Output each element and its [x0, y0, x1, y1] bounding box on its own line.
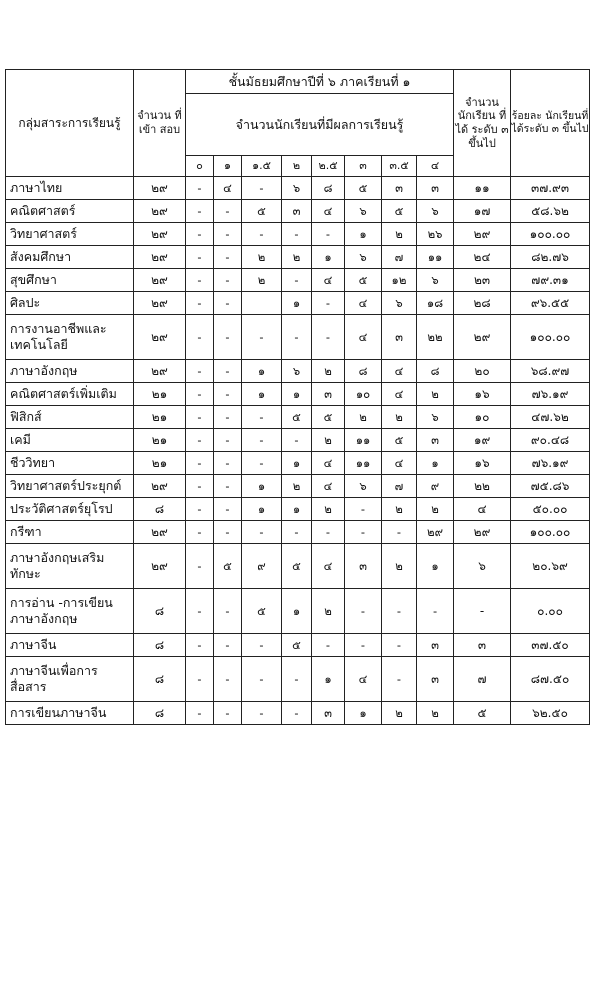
- exam-count-cell: ๒๙: [134, 223, 186, 246]
- grade-level-header: ๓: [345, 156, 382, 177]
- grade-count-cell: ๒: [242, 269, 282, 292]
- grade-count-cell: -: [214, 521, 242, 544]
- grade-count-cell: ๖: [282, 360, 312, 383]
- grade-count-cell: ๖: [417, 406, 454, 429]
- grade-count-cell: -: [382, 634, 417, 657]
- grade-count-cell: -: [186, 246, 214, 269]
- exam-count-cell: ๒๙: [134, 246, 186, 269]
- subject-cell: ภาษาอังกฤษ: [6, 360, 134, 383]
- grade-count-cell: ๑๘: [417, 292, 454, 315]
- grade3-percent-cell: ๗๖.๑๙: [511, 452, 590, 475]
- grade-count-cell: ๒: [312, 498, 345, 521]
- grade-count-cell: ๔: [312, 200, 345, 223]
- grade-count-cell: ๔: [345, 315, 382, 360]
- grade-count-cell: ๔: [214, 177, 242, 200]
- grade3-percent-header: ร้อยละ นักเรียนที่ ได้ระดับ ๓ ขึ้นไป: [511, 70, 590, 177]
- subject-cell: คณิตศาสตร์เพิ่มเติม: [6, 383, 134, 406]
- grade-count-cell: ๑: [312, 246, 345, 269]
- subject-cell: ภาษาจีนเพื่อการ สื่อสาร: [6, 657, 134, 702]
- grade-count-cell: ๒: [382, 223, 417, 246]
- subject-cell: ภาษาอังกฤษเสริม ทักษะ: [6, 544, 134, 589]
- grade-count-cell: ๙: [242, 544, 282, 589]
- subject-cell: วิทยาศาสตร์ประยุกต์: [6, 475, 134, 498]
- subject-cell: คณิตศาสตร์: [6, 200, 134, 223]
- grade3-count-cell: ๑๖: [454, 383, 511, 406]
- table-row: [6, 429, 590, 452]
- exam-count-cell: ๒๙: [134, 200, 186, 223]
- grade-count-cell: -: [186, 223, 214, 246]
- grade3-count-cell: ๑๗: [454, 200, 511, 223]
- grade-count-cell: -: [214, 589, 242, 634]
- subject-cell: ศิลปะ: [6, 292, 134, 315]
- grade-count-cell: ๑: [312, 657, 345, 702]
- subject-cell: ชีววิทยา: [6, 452, 134, 475]
- grade3-count-cell: ๒๐: [454, 360, 511, 383]
- grade-count-cell: ๘: [312, 177, 345, 200]
- grade-count-cell: -: [214, 702, 242, 725]
- grade-count-cell: ๖: [282, 177, 312, 200]
- grade-count-cell: ๖: [345, 246, 382, 269]
- grade-count-cell: -: [242, 429, 282, 452]
- grade-count-cell: ๒: [312, 589, 345, 634]
- subject-cell: วิทยาศาสตร์: [6, 223, 134, 246]
- subject-cell: กรีฑา: [6, 521, 134, 544]
- grade-count-cell: -: [282, 702, 312, 725]
- grade-count-cell: ๖: [345, 200, 382, 223]
- grade-count-cell: -: [382, 657, 417, 702]
- grade-count-cell: ๒: [345, 406, 382, 429]
- table-row: [6, 657, 590, 702]
- table-row: [6, 498, 590, 521]
- table-body: [6, 177, 590, 725]
- table-row: [6, 544, 590, 589]
- table-row: [6, 634, 590, 657]
- grade-count-cell: -: [186, 177, 214, 200]
- grade3-count-cell: ๑๐: [454, 406, 511, 429]
- grade-count-cell: ๒: [417, 383, 454, 406]
- grade-count-cell: -: [242, 702, 282, 725]
- grade-count-cell: -: [382, 589, 417, 634]
- subject-header: กลุ่มสาระการเรียนรู้: [6, 70, 134, 177]
- grade3-count-cell: ๒๙: [454, 315, 511, 360]
- grade-count-cell: ๒๖: [417, 223, 454, 246]
- table-row: [6, 292, 590, 315]
- table-header: [6, 70, 590, 177]
- grade3-percent-cell: ๐.๐๐: [511, 589, 590, 634]
- grade-count-cell: ๑: [345, 223, 382, 246]
- grade-count-cell: ๗: [382, 475, 417, 498]
- grade-count-cell: -: [186, 429, 214, 452]
- table-row: [6, 383, 590, 406]
- table-row: [6, 315, 590, 360]
- grade3-count-cell: ๑๑: [454, 177, 511, 200]
- grade3-percent-cell: ๒๐.๖๙: [511, 544, 590, 589]
- grade3-percent-cell: ๗๕.๘๖: [511, 475, 590, 498]
- grade-count-cell: ๑: [417, 452, 454, 475]
- grade3-percent-cell: ๑๐๐.๐๐: [511, 315, 590, 360]
- exam-count-cell: ๘: [134, 657, 186, 702]
- grade-count-cell: ๑: [242, 498, 282, 521]
- exam-count-cell: ๘: [134, 702, 186, 725]
- grade3-count-cell: ๔: [454, 498, 511, 521]
- grade-count-cell: -: [186, 315, 214, 360]
- grade-count-cell: ๓: [382, 315, 417, 360]
- grade-count-cell: ๒๒: [417, 315, 454, 360]
- grade-count-cell: -: [186, 475, 214, 498]
- grade-count-cell: -: [345, 634, 382, 657]
- grade-count-cell: ๑๑: [417, 246, 454, 269]
- grade-count-cell: ๗: [382, 246, 417, 269]
- grade-count-cell: ๒: [417, 702, 454, 725]
- grade-count-cell: -: [242, 521, 282, 544]
- grade-count-cell: -: [186, 200, 214, 223]
- grade-count-cell: -: [186, 360, 214, 383]
- grade-count-cell: -: [214, 634, 242, 657]
- grade-count-cell: ๑: [282, 498, 312, 521]
- subject-cell: ภาษาไทย: [6, 177, 134, 200]
- exam-count-cell: ๒๙: [134, 177, 186, 200]
- grade3-percent-cell: ๙๖.๕๕: [511, 292, 590, 315]
- grade-count-cell: ๑: [282, 589, 312, 634]
- grade-count-cell: ๔: [382, 383, 417, 406]
- grade-count-cell: -: [345, 589, 382, 634]
- table-row: [6, 406, 590, 429]
- grade3-percent-cell: ๓๗.๙๓: [511, 177, 590, 200]
- grade3-percent-cell: ๑๐๐.๐๐: [511, 521, 590, 544]
- grade-count-cell: ๒: [382, 406, 417, 429]
- exam-count-cell: ๒๙: [134, 269, 186, 292]
- grade-count-cell: -: [345, 498, 382, 521]
- grade3-percent-cell: ๘๗.๕๐: [511, 657, 590, 702]
- grade3-count-cell: ๑๙: [454, 429, 511, 452]
- table-row: [6, 452, 590, 475]
- grade-count-cell: -: [345, 521, 382, 544]
- grade-count-cell: ๒: [382, 702, 417, 725]
- grade3-count-cell: ๖: [454, 544, 511, 589]
- grade-count-cell: -: [282, 657, 312, 702]
- grade-level-header: ๒: [282, 156, 312, 177]
- grade-count-cell: -: [282, 521, 312, 544]
- grade3-percent-cell: ๑๐๐.๐๐: [511, 223, 590, 246]
- grade-count-cell: ๒: [312, 360, 345, 383]
- grade-count-cell: -: [214, 406, 242, 429]
- grade3-count-cell: ๒๒: [454, 475, 511, 498]
- grade-count-cell: -: [214, 315, 242, 360]
- grade-count-cell: ๓: [417, 634, 454, 657]
- grade-count-cell: -: [214, 360, 242, 383]
- grade-count-cell: -: [312, 634, 345, 657]
- grade-count-cell: ๑: [345, 702, 382, 725]
- grade-count-cell: -: [186, 634, 214, 657]
- grade-count-cell: ๓: [282, 200, 312, 223]
- grade-count-cell: ๓: [417, 657, 454, 702]
- grade-count-cell: ๒: [382, 498, 417, 521]
- exam-count-cell: ๒๑: [134, 452, 186, 475]
- grade-count-cell: -: [186, 589, 214, 634]
- grade-count-cell: -: [214, 429, 242, 452]
- grade-count-cell: ๑: [282, 292, 312, 315]
- grade-count-cell: -: [214, 223, 242, 246]
- exam-count-cell: ๒๑: [134, 383, 186, 406]
- exam-count-cell: ๒๙: [134, 475, 186, 498]
- grade-count-cell: ๕: [312, 406, 345, 429]
- grade-count-cell: ๓: [345, 544, 382, 589]
- grade-level-header: ๑: [214, 156, 242, 177]
- grade3-percent-cell: ๘๒.๗๖: [511, 246, 590, 269]
- grade-count-cell: ๑๑: [345, 452, 382, 475]
- grade-count-cell: -: [186, 702, 214, 725]
- grade-count-cell: ๓: [417, 177, 454, 200]
- grade-count-cell: ๙: [417, 475, 454, 498]
- grade3-count-cell: ๒๔: [454, 246, 511, 269]
- grade-count-cell: ๓: [312, 702, 345, 725]
- grade-count-cell: -: [214, 475, 242, 498]
- grade-count-cell: ๖: [417, 200, 454, 223]
- table-row: [6, 223, 590, 246]
- grade-count-cell: ๓: [417, 429, 454, 452]
- grade3-percent-cell: ๔๗.๖๒: [511, 406, 590, 429]
- grade3-percent-cell: ๓๗.๕๐: [511, 634, 590, 657]
- grade3-percent-cell: ๕๘.๖๒: [511, 200, 590, 223]
- table-row: [6, 269, 590, 292]
- grade-level-header: ๑.๕: [242, 156, 282, 177]
- subject-cell: ภาษาจีน: [6, 634, 134, 657]
- grade-count-cell: ๑๑: [345, 429, 382, 452]
- exam-count-cell: ๒๙: [134, 315, 186, 360]
- grade3-count-cell: ๒๘: [454, 292, 511, 315]
- grade-level-header: ๓.๕: [382, 156, 417, 177]
- grade-count-cell: ๑: [242, 475, 282, 498]
- grade3-count-cell: ๒๙: [454, 223, 511, 246]
- grade-count-cell: -: [186, 657, 214, 702]
- grade-count-cell: -: [242, 452, 282, 475]
- grade-count-cell: ๕: [214, 544, 242, 589]
- subject-cell: การงานอาชีพและ เทคโนโลยี: [6, 315, 134, 360]
- grade-count-cell: -: [186, 406, 214, 429]
- grade-count-cell: ๖: [382, 292, 417, 315]
- grade3-count-cell: ๑๖: [454, 452, 511, 475]
- grade-count-cell: ๕: [282, 406, 312, 429]
- subject-cell: สุขศึกษา: [6, 269, 134, 292]
- table-row: [6, 702, 590, 725]
- grade-count-cell: -: [242, 406, 282, 429]
- grade-count-cell: -: [186, 521, 214, 544]
- exam-count-cell: ๘: [134, 589, 186, 634]
- exam-count-cell: ๘: [134, 634, 186, 657]
- exam-count-cell: ๒๑: [134, 406, 186, 429]
- grade-count-cell: ๔: [382, 360, 417, 383]
- grade-count-cell: -: [214, 292, 242, 315]
- grade-count-cell: ๕: [282, 634, 312, 657]
- grade-count-cell: ๕: [382, 200, 417, 223]
- level-semester-header: ชั้นมัธยมศึกษาปีที่ ๖ ภาคเรียนที่ ๑: [186, 70, 454, 94]
- grade3-count-header: จำนวน นักเรียน ที่ได้ ระดับ ๓ ขึ้นไป: [454, 70, 511, 177]
- grade-count-cell: -: [382, 521, 417, 544]
- subject-cell: การเขียนภาษาจีน: [6, 702, 134, 725]
- grade-level-header: ๒.๕: [312, 156, 345, 177]
- table-row: [6, 589, 590, 634]
- grade-count-cell: -: [312, 292, 345, 315]
- grade-count-cell: -: [417, 589, 454, 634]
- grade-count-cell: ๕: [345, 269, 382, 292]
- table-row: [6, 200, 590, 223]
- grade-count-cell: ๕: [382, 429, 417, 452]
- subject-cell: การอ่าน -การเขียน ภาษาอังกฤษ: [6, 589, 134, 634]
- grade-count-cell: ๒: [382, 544, 417, 589]
- grade-level-header: ๐: [186, 156, 214, 177]
- grade-count-cell: -: [214, 657, 242, 702]
- grade-count-cell: -: [242, 657, 282, 702]
- grade-count-cell: ๕: [242, 589, 282, 634]
- grade-count-cell: -: [312, 521, 345, 544]
- grade-count-cell: -: [186, 544, 214, 589]
- subject-cell: เคมี: [6, 429, 134, 452]
- grade-count-cell: ๔: [345, 657, 382, 702]
- grade3-percent-cell: ๙๐.๔๘: [511, 429, 590, 452]
- exam-count-cell: ๒๑: [134, 429, 186, 452]
- grade-count-cell: -: [214, 200, 242, 223]
- table-row: [6, 177, 590, 200]
- exam-count-cell: ๒๙: [134, 360, 186, 383]
- grade-count-cell: ๑๒: [382, 269, 417, 292]
- grade-count-cell: ๕: [282, 544, 312, 589]
- grade-count-cell: -: [186, 498, 214, 521]
- grade-count-cell: -: [214, 269, 242, 292]
- grade-count-cell: -: [186, 452, 214, 475]
- grade-count-cell: ๔: [345, 292, 382, 315]
- table-row: [6, 475, 590, 498]
- grade-count-cell: ๔: [312, 269, 345, 292]
- grade-count-cell: ๖: [417, 269, 454, 292]
- table-row: [6, 246, 590, 269]
- grade-count-cell: ๘: [417, 360, 454, 383]
- grade-count-cell: -: [214, 452, 242, 475]
- grade3-count-cell: -: [454, 589, 511, 634]
- grade3-percent-cell: ๖๘.๙๗: [511, 360, 590, 383]
- grade-count-cell: ๓: [382, 177, 417, 200]
- grade-count-cell: ๑: [242, 360, 282, 383]
- table-row: [6, 360, 590, 383]
- grade-count-cell: ๒: [417, 498, 454, 521]
- grade3-percent-cell: ๖๒.๕๐: [511, 702, 590, 725]
- grade-count-cell: -: [282, 223, 312, 246]
- exam-count-cell: ๒๙: [134, 544, 186, 589]
- exam-count-cell: ๘: [134, 498, 186, 521]
- grade-count-cell: ๔: [382, 452, 417, 475]
- table-row: [6, 521, 590, 544]
- grade-count-cell: -: [186, 269, 214, 292]
- grade-count-cell: ๖: [345, 475, 382, 498]
- grade-count-cell: ๒: [242, 246, 282, 269]
- grade3-count-cell: ๓: [454, 634, 511, 657]
- grade-count-cell: -: [312, 315, 345, 360]
- grade-count-cell: -: [214, 498, 242, 521]
- exam-count-cell: ๒๙: [134, 292, 186, 315]
- grade-count-cell: ๒: [312, 429, 345, 452]
- grade3-count-cell: ๗: [454, 657, 511, 702]
- grade3-percent-cell: ๕๐.๐๐: [511, 498, 590, 521]
- grade-count-cell: -: [242, 634, 282, 657]
- grade-count-cell: ๑: [282, 452, 312, 475]
- grade3-percent-cell: ๗๖.๑๙: [511, 383, 590, 406]
- grade-summary-table: [5, 69, 590, 725]
- exam-count-cell: ๒๙: [134, 521, 186, 544]
- grade-count-cell: -: [242, 315, 282, 360]
- grade-count-cell: ๘: [345, 360, 382, 383]
- grade3-count-cell: ๒๙: [454, 521, 511, 544]
- grade-count-cell: ๑: [417, 544, 454, 589]
- grade-count-cell: ๕: [242, 200, 282, 223]
- grade3-count-cell: ๕: [454, 702, 511, 725]
- grade-count-cell: ๔: [312, 452, 345, 475]
- grade-count-cell: -: [282, 269, 312, 292]
- grade-count-cell: -: [242, 177, 282, 200]
- grade3-percent-cell: ๗๙.๓๑: [511, 269, 590, 292]
- grade-count-cell: ๒: [282, 246, 312, 269]
- grade-count-cell: ๒: [282, 475, 312, 498]
- grade-count-cell: ๒๙: [417, 521, 454, 544]
- grade-count-cell: -: [186, 383, 214, 406]
- grade-count-cell: ๑: [282, 383, 312, 406]
- grade-count-cell: -: [214, 383, 242, 406]
- grade-count-cell: [242, 292, 282, 315]
- subject-cell: ประวัติศาสตร์ยุโรป: [6, 498, 134, 521]
- grade-count-cell: ๕: [345, 177, 382, 200]
- grade-distribution-header: จำนวนนักเรียนที่มีผลการเรียนรู้: [186, 94, 454, 156]
- subject-cell: สังคมศึกษา: [6, 246, 134, 269]
- subject-cell: ฟิสิกส์: [6, 406, 134, 429]
- grade-count-cell: -: [282, 429, 312, 452]
- grade3-count-cell: ๒๓: [454, 269, 511, 292]
- grade-count-cell: -: [282, 315, 312, 360]
- grade-count-cell: ๔: [312, 544, 345, 589]
- exam-count-header: จำนวน ที่เข้า สอบ: [134, 70, 186, 177]
- grade-level-header: ๔: [417, 156, 454, 177]
- grade-count-cell: ๓: [312, 383, 345, 406]
- grade-count-cell: -: [214, 246, 242, 269]
- grade-count-cell: -: [312, 223, 345, 246]
- grade-count-cell: -: [242, 223, 282, 246]
- grade-count-cell: ๔: [312, 475, 345, 498]
- grade-count-cell: ๑: [242, 383, 282, 406]
- grade-count-cell: -: [186, 292, 214, 315]
- grade-count-cell: ๑๐: [345, 383, 382, 406]
